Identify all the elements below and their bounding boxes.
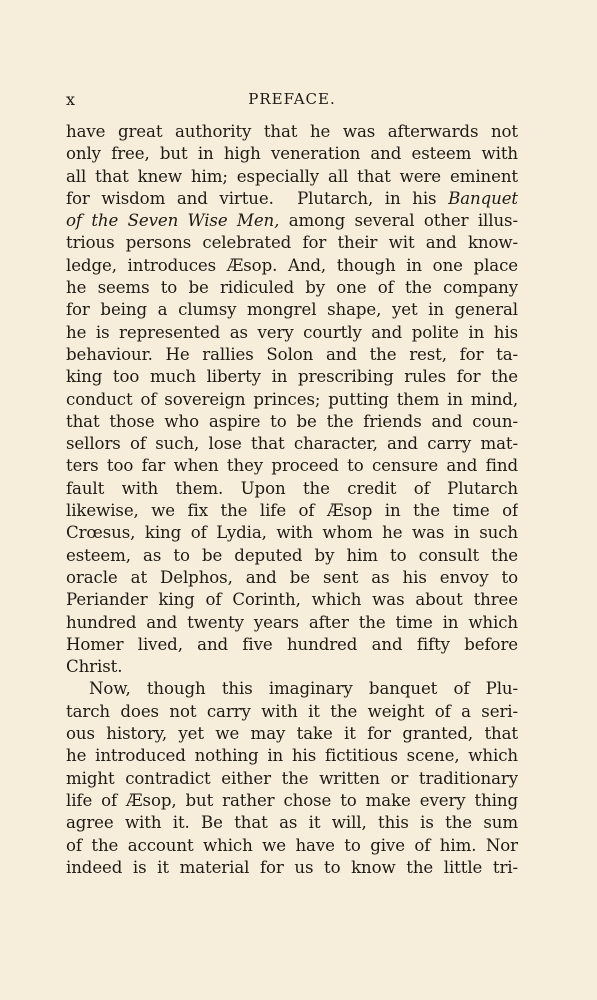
page-number: x [66,90,76,109]
text-line: ledge, introduces Æsop. And, though in one place [66,255,518,275]
text-line: Christ. [66,657,123,677]
text-line: all that knew him; especially all that were eminent [66,166,518,186]
text-line: esteem, as to be deputed by him to consult the [66,545,518,565]
text-line: agree with it. Be that as it will, this is the sum [66,813,518,833]
text-line: he seems to be ridiculed by one of the company [66,278,518,298]
text-line: he introduced nothing in his fictitious scene, which [66,746,518,766]
body-text [66,121,518,879]
text-line: behaviour. He rallies Solon and the rest, for ta- [66,344,518,364]
text-line: he is represented as very courtly and polite in his [66,322,518,342]
text-line: Homer lived, and five hundred and fifty before [66,634,518,654]
text-line: of the account which we have to give of him. Nor [66,835,518,855]
text-line: might contradict either the written or traditionary [66,768,518,788]
italic-text: of the Seven Wise Men, [66,211,280,231]
text-line: conduct of sovereign princes; putting them in mind, [66,389,518,409]
text-line: fault with them. Upon the credit of Plutarch [66,478,518,498]
text-line: trious persons celebrated for their wit and know- [66,233,518,253]
text-line: indeed is it material for us to know the little tri- [66,857,518,877]
text-line: sellors of such, lose that character, and carry mat- [66,434,518,454]
text-line: have great authority that he was afterwards not [66,122,518,141]
running-head [66,90,518,114]
text-line: tarch does not carry with it the weight of a seri- [66,701,518,721]
italic-text: Banquet [448,188,518,208]
text-line: Crœsus, king of Lydia, with whom he was in such [66,523,518,543]
text-line: ters too far when they proceed to censure and find [66,456,518,476]
text-line: hundred and twenty years after the time in which [66,612,518,632]
text-line: only free, but in high veneration and esteem with [66,144,518,164]
text-line: ous history, yet we may take it for granted, that [66,724,518,744]
running-head-title: PREFACE. [248,90,336,108]
text-run: among several other illus- [279,211,518,231]
text-line [66,188,518,210]
text-line: oracle at Delphos, and be sent as his envoy to [66,567,518,587]
text-line [66,210,518,232]
text-run: for wisdom and virtue. Plutarch, in his [66,188,449,208]
text-line: likewise, we fix the life of Æsop in the time of [66,501,518,521]
text-line: king too much liberty in prescribing rules for the [66,367,518,387]
text-line: for being a clumsy mongrel shape, yet in general [66,300,518,320]
text-line: life of Æsop, but rather chose to make every thing [66,790,518,810]
text-line: Now, though this imaginary banquet of Plu- [89,679,518,699]
text-line: Periander king of Corinth, which was about three [66,590,518,610]
text-line: that those who aspire to be the friends and coun- [66,411,518,431]
